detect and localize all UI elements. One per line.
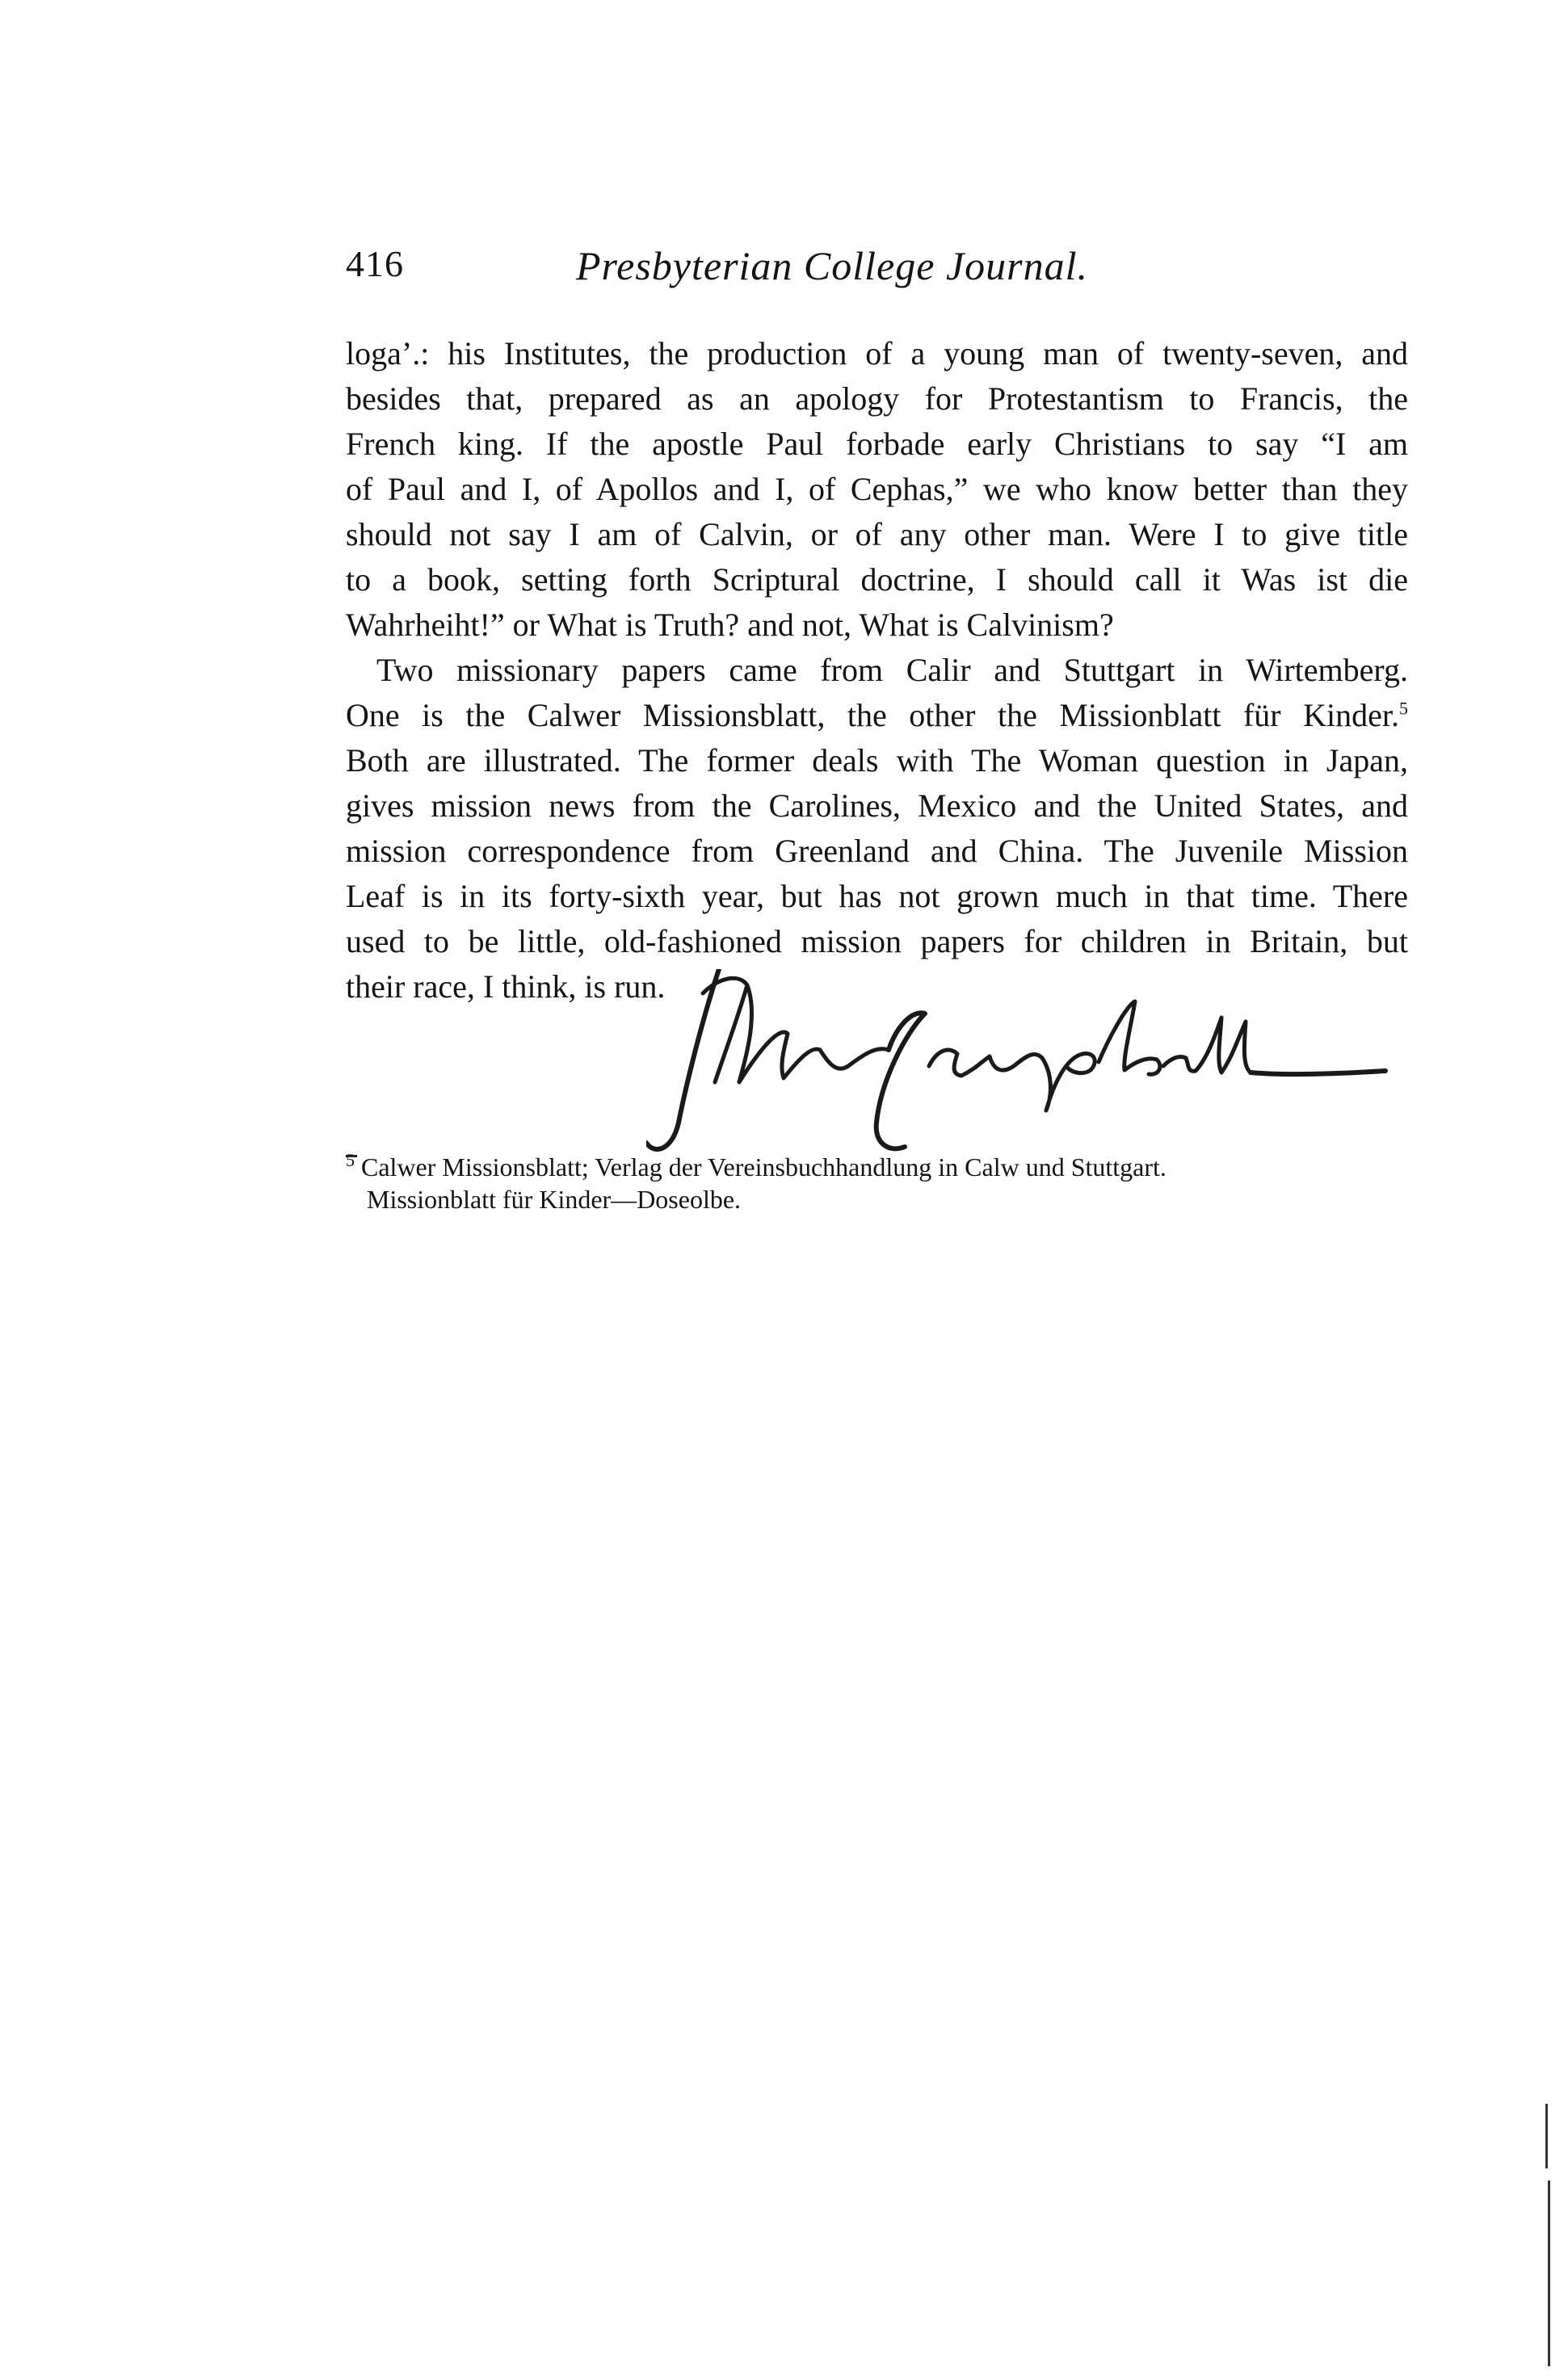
body-text (346, 331, 1408, 1010)
running-head (346, 242, 1396, 299)
footnote-mark: 5 (346, 1150, 355, 1171)
scan-edge-mark (1548, 2181, 1550, 2366)
text-line: of Paul and I, of Apollos and I, of Cephas,” we who know better than they (346, 471, 1408, 507)
footnote-reference: 5 (1399, 698, 1408, 719)
text-line: should not say I am of Calvin, or of any other man. Were I to give title (346, 516, 1408, 552)
paragraph-calvinism (346, 331, 1408, 648)
text-line: gives mission news from the Carolines, Mexico and the United States, and (346, 787, 1408, 824)
footnote-line (346, 1151, 1412, 1183)
text-line: Leaf is in its forty-sixth year, but has not grown much in that time. There (346, 878, 1408, 914)
text-line: their race, I think, is run. (346, 968, 666, 1005)
handwritten-signature (646, 969, 1389, 1179)
text-line: to a book, setting forth Scriptural doctrine, I should call it Was ist die (346, 561, 1408, 598)
text-line: French king. If the apostle Paul forbade early Christians to say “I am (346, 426, 1408, 462)
text-line: mission correspondence from Greenland and China. The Juvenile Mission (346, 833, 1408, 869)
text-line-content: One is the Calwer Missionsblatt, the other the Missionblatt für Kinder. (346, 697, 1399, 733)
scan-edge-mark (1545, 2104, 1548, 2168)
journal-title: Presbyterian College Journal. (576, 243, 1088, 288)
text-line: besides that, prepared as an apology for Protestantism to Francis, the (346, 380, 1408, 417)
page-number: 416 (346, 243, 404, 284)
footnote-block (346, 1151, 1412, 1215)
paragraph-missionary-papers (346, 648, 1408, 1010)
footnote-text: Calwer Missionsblatt; Verlag der Vereinsbuchhandlung in Calw und Stuttgart. (361, 1152, 1167, 1182)
text-line: used to be little, old-fashioned mission papers for children in Britain, but (346, 923, 1408, 959)
text-line-with-footnote (346, 693, 1408, 738)
footnote-line: Missionblatt für Kinder—Doseolbe. (367, 1185, 742, 1214)
text-line: Two missionary papers came from Calir and Stuttgart in Wirtemberg. (376, 652, 1408, 688)
text-line: Wahrheiht!” or What is Truth? and not, What is Calvinism? (346, 607, 1114, 643)
text-line: loga’.: his Institutes, the production of a young man of twenty-seven, and (346, 335, 1408, 371)
text-line: Both are illustrated. The former deals with The Woman question in Japan, (346, 742, 1408, 779)
